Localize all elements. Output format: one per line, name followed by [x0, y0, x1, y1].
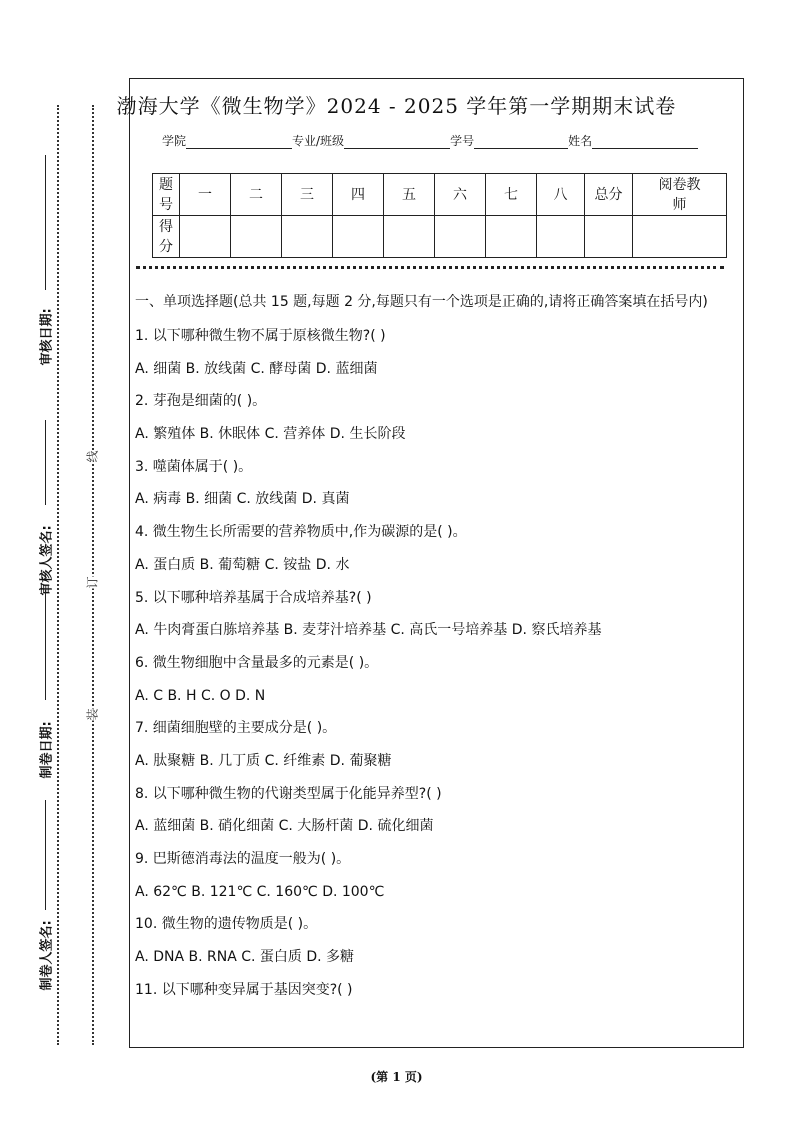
- options-10: A. DNA B. RNA C. 蛋白质 D. 多糖: [135, 949, 355, 966]
- score-cell-total[interactable]: [585, 216, 633, 258]
- row-label-score: 得分: [153, 216, 180, 258]
- maker-sign-label: 制卷人签名:: [39, 920, 55, 991]
- exam-title: 渤海大学《微生物学》2024 - 2025 学年第一学期期末试卷: [116, 94, 677, 118]
- bind-char-line: 线: [85, 450, 100, 463]
- score-cell-7[interactable]: [486, 216, 537, 258]
- score-col-7: 七: [486, 174, 537, 216]
- grader-cell[interactable]: [633, 216, 727, 258]
- question-section: [135, 290, 735, 1006]
- score-col-2: 二: [231, 174, 282, 216]
- name-label: 姓名: [568, 134, 593, 148]
- options-9: A. 62℃ B. 121℃ C. 160℃ D. 100℃: [135, 883, 385, 900]
- question-1: 1. 以下哪种微生物不属于原核微生物?( ): [135, 328, 386, 344]
- options-2: A. 繁殖体 B. 休眠体 C. 营养体 D. 生长阶段: [135, 426, 406, 443]
- binding-dotted-line: [92, 105, 94, 1045]
- question-10: 10. 微生物的遗传物质是( )。: [135, 916, 318, 933]
- name-field[interactable]: [592, 134, 698, 149]
- question-6: 6. 微生物细胞中含量最多的元素是( )。: [135, 654, 379, 671]
- question-8: 8. 以下哪种微生物的代谢类型属于化能异养型?( ): [135, 785, 442, 802]
- college-field[interactable]: [186, 134, 292, 149]
- score-cell-5[interactable]: [384, 216, 435, 258]
- options-7: A. 肽聚糖 B. 几丁质 C. 纤维素 D. 葡聚糖: [135, 752, 392, 769]
- college-label: 学院: [162, 134, 187, 148]
- grader-label: 阅卷教师: [633, 174, 727, 216]
- score-col-1: 一: [180, 174, 231, 216]
- question-7: 7. 细菌细胞壁的主要成分是( )。: [135, 720, 337, 737]
- score-col-5: 五: [384, 174, 435, 216]
- bind-char-bind: 装: [85, 708, 100, 721]
- question-9: 9. 巴斯德消毒法的温度一般为( )。: [135, 851, 351, 867]
- options-3: A. 病毒 B. 细菌 C. 放线菌 D. 真菌: [135, 491, 350, 508]
- score-cell-6[interactable]: [435, 216, 486, 258]
- options-1: A. 细菌 B. 放线菌 C. 酵母菌 D. 蓝细菌: [135, 360, 378, 377]
- options-4: A. 蛋白质 B. 葡萄糖 C. 铵盐 D. 水: [135, 556, 350, 573]
- maker-date-line: [45, 590, 46, 700]
- score-col-6: 六: [435, 174, 486, 216]
- question-4: 4. 微生物生长所需要的营养物质中,作为碳源的是( )。: [135, 524, 467, 541]
- question-11: 11. 以下哪种变异属于基因突变?( ): [135, 981, 353, 998]
- question-2: 2. 芽孢是细菌的( )。: [135, 393, 267, 410]
- question-3: 3. 噬菌体属于( )。: [135, 458, 253, 475]
- review-date-line: [45, 155, 46, 290]
- score-cell-2[interactable]: [231, 216, 282, 258]
- options-6: A. C B. H C. O D. N: [135, 687, 266, 704]
- reviewer-sign-line: [45, 420, 46, 505]
- student-id-label: 学号: [450, 134, 475, 148]
- options-8: A. 蓝细菌 B. 硝化细菌 C. 大肠杆菌 D. 硫化细菌: [135, 818, 434, 835]
- review-date-label: 审核日期:: [39, 308, 55, 366]
- score-cell-8[interactable]: [537, 216, 585, 258]
- score-col-3: 三: [282, 174, 333, 216]
- row-label-question-number: 题号: [153, 174, 180, 216]
- page-number: (第 1 页): [370, 1070, 423, 1084]
- score-cell-3[interactable]: [282, 216, 333, 258]
- major-class-label: 专业/班级: [292, 134, 345, 148]
- question-5: 5. 以下哪种培养基属于合成培养基?( ): [135, 589, 372, 606]
- score-col-total: 总分: [585, 174, 633, 216]
- score-cell-1[interactable]: [180, 216, 231, 258]
- student-info-row: [162, 132, 698, 149]
- student-id-field[interactable]: [474, 134, 568, 149]
- score-col-4: 四: [333, 174, 384, 216]
- maker-date-label: 制卷日期:: [39, 721, 55, 779]
- left-dotted-line: [57, 105, 59, 1045]
- score-table: [152, 173, 727, 258]
- reviewer-sign-label: 审核人签名:: [39, 525, 55, 596]
- section-heading: 一、单项选择题(总共 15 题,每题 2 分,每题只有一个选项是正确的,请将正确答案填在括号内): [135, 294, 708, 310]
- major-class-field[interactable]: [344, 134, 450, 149]
- maker-sign-line: [45, 800, 46, 910]
- bind-char-staple: 订: [85, 576, 100, 589]
- options-5: A. 牛肉膏蛋白胨培养基 B. 麦芽汁培养基 C. 高氏一号培养基 D. 察氏培养基: [135, 622, 602, 639]
- score-cell-4[interactable]: [333, 216, 384, 258]
- header-dotted-separator: [136, 266, 724, 269]
- score-col-8: 八: [537, 174, 585, 216]
